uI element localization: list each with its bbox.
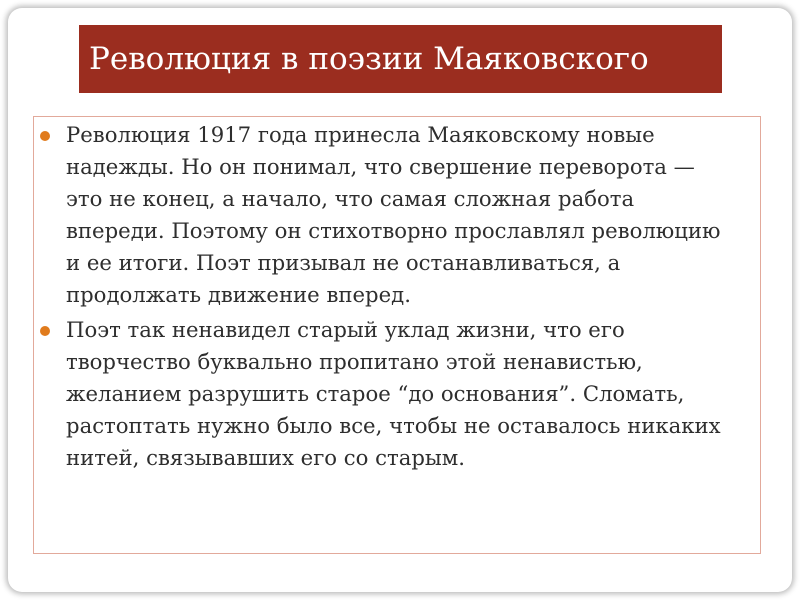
slide-title: Революция в поэзии Маяковского	[89, 41, 649, 77]
bullet-dot-icon	[40, 326, 50, 336]
bullet-text-2: Поэт так ненавидел старый уклад жизни, что его творчество буквально пропитано этой ненавистью, желанием разрушить старое “до основания”. Сломать, растоптать нужно было все, чтобы не оставалось никаких нитей, связывавших его со старым.	[66, 317, 721, 470]
bullet-item-2	[36, 314, 736, 474]
bullet-text-1: Революция 1917 года принесла Маяковскому новые надежды. Но он понимал, что свершение переворота — это не конец, а начало, что самая сложная работа впереди. Поэтому он стихотворно прославлял революцию и ее итоги. Поэт призывал не останавливаться, а продолжать движение вперед.	[66, 122, 721, 307]
title-bar	[79, 25, 722, 93]
bullet-dot-icon	[40, 131, 50, 141]
bullet-list	[36, 119, 736, 477]
bullet-item-1	[36, 119, 736, 311]
